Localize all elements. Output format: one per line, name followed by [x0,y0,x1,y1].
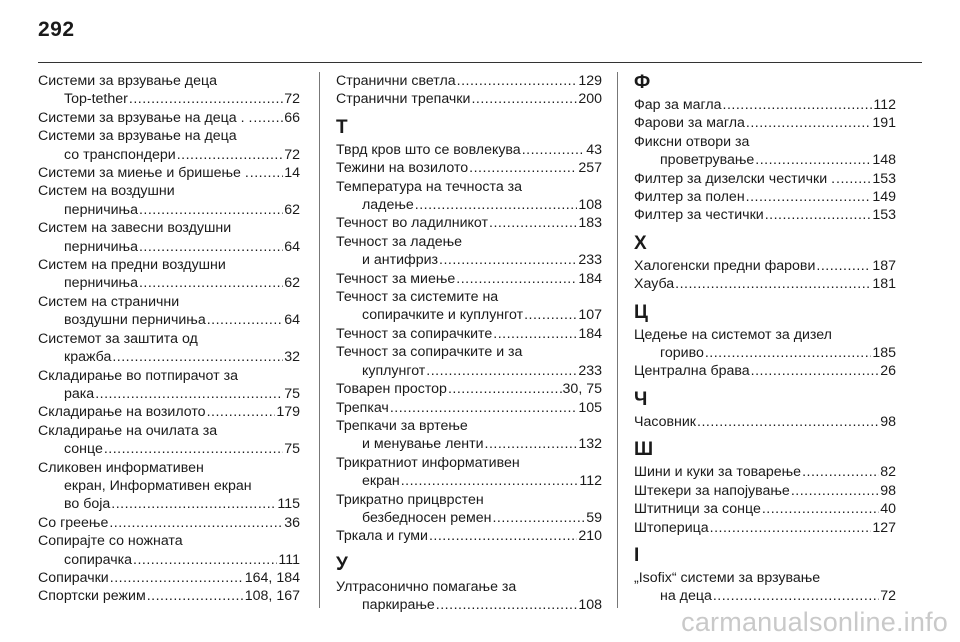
index-entry [634,257,896,275]
index-entry [38,256,300,293]
index-entry-text: Шини и куки за товарење [634,464,802,481]
dot-leader [457,72,578,90]
dot-leader [109,514,283,532]
index-entry-page: 153 [872,207,896,224]
dot-leader [471,90,577,108]
index-entry [634,569,896,606]
dot-leader [697,413,879,431]
index-entry-page: 30, 75 [562,381,602,398]
index-entry-page: 129 [578,73,602,89]
index-entry-page: 66 [284,109,300,126]
index-entry-page: 164, 184 [244,569,300,586]
dot-leader [746,188,872,206]
dot-leader [816,257,871,275]
dot-leader [439,251,577,269]
index-entry-page: 108 [578,197,602,214]
index-entry-page: 75 [284,385,300,402]
index-entry [634,482,896,500]
index-entry [634,362,896,380]
index-entry-text: Халогенски предни фарови [634,257,816,274]
index-entry-page: 148 [872,152,896,169]
dot-leader [104,440,283,458]
index-entry-page: 108 [578,597,602,614]
index-entry-page: 179 [276,404,300,421]
index-entry [336,454,602,491]
index-entry-page: 72 [880,588,896,605]
index-entry-text: Складирање на очилата за [38,422,218,439]
index-entry-page: 105 [578,399,602,416]
index-column-2 [336,72,602,614]
index-entry-text: Сликовен информативен [38,459,204,476]
index-entry [38,219,300,256]
dot-leader [112,348,283,366]
column-divider [319,72,320,608]
index-entry-page: 132 [578,436,602,453]
dot-leader [469,159,577,177]
dot-leader [111,495,276,513]
index-entry [38,330,300,367]
dot-leader [485,435,578,453]
index-entry-page: 72 [284,91,300,108]
dot-leader [401,472,579,490]
index-entry-page: 32 [284,349,300,366]
index-entry-page: 64 [284,312,300,329]
dot-leader [207,311,284,329]
index-entry-page: 98 [880,482,896,499]
index-entry [336,343,602,380]
dot-leader [448,380,562,398]
index-letter-heading: Ч [634,388,648,410]
index-entry-text: Трикратниот информативен [336,454,520,471]
index-entry-text: Филтер за дизелски честички . [634,170,836,187]
index-entry [634,463,896,481]
index-entry-text: перничиња [64,275,138,292]
dot-leader [426,362,577,380]
index-entry [336,325,602,343]
index-entry-text: Системи за врзување деца [38,73,217,89]
dot-leader [110,569,244,587]
dot-leader [705,344,871,362]
dot-leader [95,385,283,403]
column-divider [617,72,618,608]
index-entry-page: 40 [880,501,896,518]
dot-leader [765,206,872,224]
index-entry-page: 233 [578,362,602,379]
watermark: carmanualsonline.info [681,607,948,637]
index-entry-text: Течност за сопирачките [336,325,493,342]
index-entry-text: Штитници за сонце [634,501,761,518]
index-entry-text: Течност за системите на [336,289,499,306]
dot-leader [836,170,871,188]
index-letter-heading: У [336,553,348,575]
index-entry-page: 127 [872,519,896,536]
index-entry-text: ладење [362,197,414,214]
index-entry-page: 184 [578,270,602,287]
index-entry-text: гориво [660,345,704,362]
index-entry-page: 233 [578,252,602,269]
index-entry [38,569,300,587]
index-entry-text: Фар за магла [634,97,722,113]
index-entry-text: и менување ленти [362,436,484,453]
dot-leader [456,270,577,288]
index-entry-page: 36 [284,514,300,531]
dot-leader [713,587,879,605]
index-entry-page: 153 [872,170,896,187]
index-entry-text: Температура на течноста за [336,178,523,195]
index-entry-text: Системи за врзување на деца . . [38,109,253,126]
index-entry-text: Филтер за полен [634,189,745,206]
dot-leader [129,90,283,108]
index-entry [38,72,300,109]
page-number: 292 [38,18,75,41]
index-entry-page: 187 [872,257,896,274]
index-letter-heading: Ф [634,72,651,93]
index-entry [336,527,602,545]
index-entry-page: 108, 167 [244,588,300,605]
index-entry-text: сонце [64,441,103,458]
dot-leader [492,509,585,527]
index-entry-text: Ултрасонично помагање за [336,578,517,595]
index-entry-page: 98 [880,413,896,430]
index-entry-text: Штоперица [634,519,709,536]
index-entry-page: 185 [872,345,896,362]
index-entry-page: 200 [578,91,602,108]
index-entry [336,380,602,398]
index-entry [38,403,300,421]
index-entry-text: Систем на предни воздушни [38,257,226,274]
dot-leader [139,274,283,292]
index-entry-page: 62 [284,201,300,218]
index-entry-text: Хауба [634,276,675,293]
index-entry-text: Системи за врзување на деца [38,128,237,145]
index-entry [38,459,300,514]
index-entry-page: 112 [873,97,896,113]
index-entry-text: Со греење [38,514,109,531]
index-entry-page: 191 [872,115,896,132]
index-entry-text: Цедење на системот за дизел [634,326,832,343]
dot-leader [253,109,283,127]
index-entry-page: 210 [578,528,602,545]
index-entry-page: 75 [284,441,300,458]
index-entry-text: Тежини на возилото [336,160,469,177]
dot-leader [762,500,879,518]
index-entry [634,500,896,518]
index-entry [38,422,300,459]
index-entry-text: перничиња [64,238,138,255]
index-entry-page: 183 [578,215,602,232]
index-entry-page: 64 [284,238,300,255]
dot-leader [791,482,879,500]
index-entry-page: 62 [284,275,300,292]
index-entry [634,413,896,431]
index-entry-page: 26 [880,363,896,380]
index-entry-page: 82 [880,464,896,481]
index-entry-page: 59 [586,509,602,526]
header-rule [38,62,922,63]
index-column-1 [38,72,300,608]
index-column-3 [634,72,896,608]
index-entry-page: 112 [579,473,602,490]
index-entry [634,188,896,206]
dot-leader [436,596,578,614]
index-entry-page: 107 [578,307,602,324]
index-entry-text: Трепкач [336,399,389,416]
index-entry-text: Тврд кров што се вовлекува [336,141,521,158]
dot-leader [755,151,871,169]
index-entry-text: Систем на завесни воздушни [38,220,232,237]
dot-leader [524,306,577,324]
index-entry-text: Течност за сопирачките и за [336,344,523,361]
index-entry-text: Штекери за напојување [634,482,790,499]
dot-leader [522,141,586,159]
index-entry-page: 43 [586,141,602,158]
index-entry-text: сопирачка [64,551,133,568]
index-entry [336,90,602,108]
dot-leader [802,463,879,481]
index-entry-text: Систем на воздушни [38,183,175,200]
dot-leader [147,587,244,605]
index-entry-text: во боја [64,496,111,513]
index-entry-text: „Isofix“ системи за врзување [634,569,821,586]
index-entry [336,141,602,159]
index-entry [336,491,602,528]
dot-leader [723,96,873,114]
index-entry-text: паркирање [362,597,435,614]
dot-leader [751,362,880,380]
index-entry-text: проветрување [660,152,755,169]
dot-leader [139,201,283,219]
index-entry [336,578,602,615]
index-entry [336,270,602,288]
dot-leader [493,325,577,343]
dot-leader [746,114,871,132]
index-letter-heading: Х [634,232,647,254]
dot-leader [139,238,283,256]
index-entry-text: Top-tether [64,91,128,108]
index-entry-page: 72 [284,146,300,163]
index-entry-text: на деца [660,588,712,605]
index-entry [38,182,300,219]
index-entry [336,159,602,177]
index-entry-page: 115 [277,496,300,513]
dot-leader [177,146,284,164]
index-entry-page: 14 [284,165,300,182]
index-entry-text: куплунгот [362,362,426,379]
index-entry-text: Течност за миење [336,270,456,287]
index-entry-text: Часовник [634,413,696,430]
dot-leader [415,196,578,214]
index-entry [38,127,300,164]
index-entry [38,293,300,330]
index-entry-text: воздушни перничиња [64,312,206,329]
dot-leader [675,275,871,293]
index-entry-text: Странични светла [336,73,456,89]
dot-leader [250,164,283,182]
index-entry [38,532,300,569]
index-entry-text: сопирачките и куплунгот [362,307,524,324]
index-entry-text: со транспондери [64,146,176,163]
index-entry-text: перничиња [64,201,138,218]
dot-leader [390,399,578,417]
index-entry [336,399,602,417]
index-entry [336,72,602,90]
index-entry-text: Складирање на возилото [38,404,206,421]
dot-leader [429,527,577,545]
dot-leader [207,403,276,421]
index-entry [336,214,602,232]
index-letter-heading: I [634,544,640,566]
index-entry-page: 257 [578,160,602,177]
index-entry-text: безбедносен ремен [362,509,492,526]
index-entry [634,275,896,293]
index-entry [38,587,300,605]
index-entry-text: рака [64,385,95,402]
index-letter-heading: Ц [634,301,648,323]
index-entry-text: Спортски режим [38,588,146,605]
index-entry-text: и антифриз [362,252,439,269]
dot-leader [489,214,577,232]
index-entry-text: Централна брава [634,363,750,380]
index-entry-text: кражба [64,349,112,366]
index-entry-text: Тркала и гуми [336,528,428,545]
index-entry-text: Течност во ладилникот [336,215,489,232]
index-entry [38,514,300,532]
index-entry [634,519,896,537]
index-letter-heading: Ш [634,439,654,461]
index-entry [38,164,300,182]
index-entry-text: екран, Информативен екран [64,477,252,494]
index-letter-heading: Т [336,116,348,138]
index-entry-text: Систем на странични [38,293,180,310]
index-entry-text: Системот за заштита од [38,330,198,347]
index-entry-text: Течност за ладење [336,233,463,250]
index-entry [634,114,896,132]
index-entry-text: Филтер за честички [634,207,764,224]
index-entry-text: Товарен простор [336,381,447,398]
index-entry [634,326,896,363]
index-entry-text: Странични трепачки [336,91,471,108]
index-entry-text: Сопирачки [38,569,109,586]
index-entry [634,206,896,224]
index-entry-text: екран [362,473,400,490]
dot-leader [133,551,277,569]
index-entry-text: Фиксни отвори за [634,133,750,150]
index-entry-text: Фарови за магла [634,115,745,132]
index-entry-page: 184 [578,325,602,342]
index-entry [634,96,896,114]
index-entry [336,288,602,325]
index-entry-page: 149 [872,189,896,206]
index-entry-page: 111 [278,551,300,568]
index-entry-page: 181 [872,276,896,293]
index-entry-text: Трикратно прицврстен [336,491,484,508]
index-entry-text: Системи за миење и бришење . [38,165,249,182]
dot-leader [710,519,872,537]
index-entry-text: Трепкачи за вртење [336,417,468,434]
index-entry [634,170,896,188]
index-entry [38,367,300,404]
index-entry [336,417,602,454]
index-entry-text: Сопирајте со ножната [38,533,183,550]
index-entry [336,233,602,270]
index-entry-text: Складирање во потпирачот за [38,367,238,384]
index-entry [336,178,602,215]
index-entry [38,109,300,127]
index-entry [634,133,896,170]
